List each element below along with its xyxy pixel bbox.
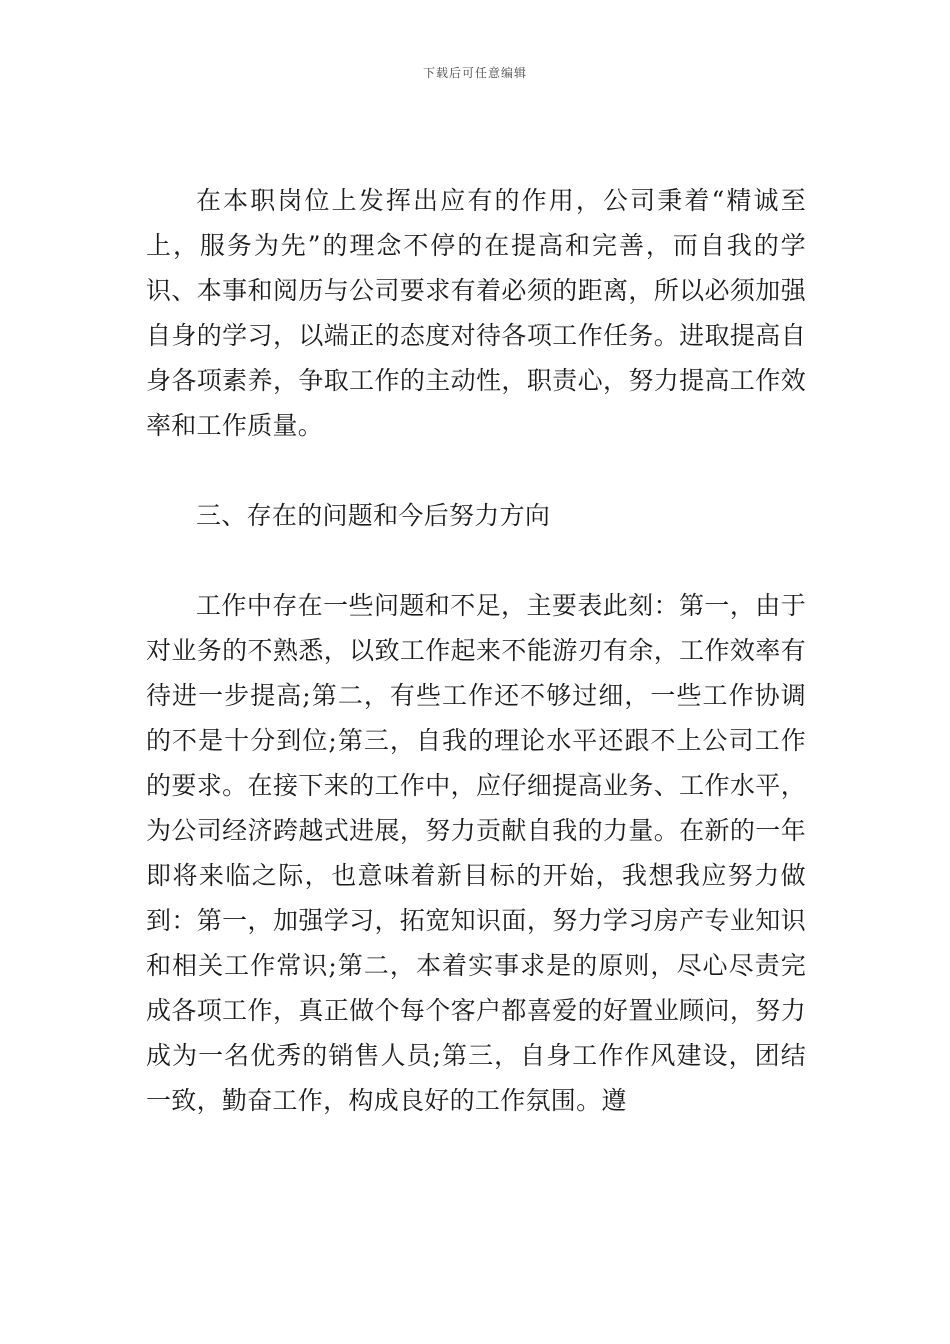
paragraph-1: 在本职岗位上发挥出应有的作用，公司秉着“精诚至上，服务为先”的理念不停的在提高和完善，而自我的学识、本事和阅历与公司要求有着必须的距离，所以必须加强自身的学习，以端正的态度对待各项工作任务。进取提高自身各项素养，争取工作的主动性，职责心，努力提高工作效率和工作质量。 bbox=[146, 186, 806, 440]
paragraph-2: 工作中存在一些问题和不足，主要表此刻：第一，由于对业务的不熟悉，以致工作起来不能游刃有余，工作效率有待进一步提高;第二，有些工作还不够过细，一些工作协调的不是十分到位;第三，自我的理论水平还跟不上公司工作的要求。在接下来的工作中，应仔细提高业务、工作水平，为公司经济跨越式进展，努力贡献自我的力量。在新的一年即将来临之际，也意味着新目标的开始，我想我应努力做到：第一，加强学习，拓宽知识面，努力学习房产专业知识和相关工作常识;第二，本着实事求是的原则，尽心尽责完成各项工作，真正做个每个客户都喜爱的好置业顾问，努力成为一名优秀的销售人员;第三，自身工作作风建设，团结一致，勤奋工作，构成良好的工作氛围。遵 bbox=[146, 591, 806, 1115]
section-heading-3: 三、存在的问题和今后努力方向 bbox=[196, 501, 551, 530]
page-header: 下载后可任意编辑 bbox=[422, 66, 527, 80]
document-body bbox=[146, 178, 806, 1123]
